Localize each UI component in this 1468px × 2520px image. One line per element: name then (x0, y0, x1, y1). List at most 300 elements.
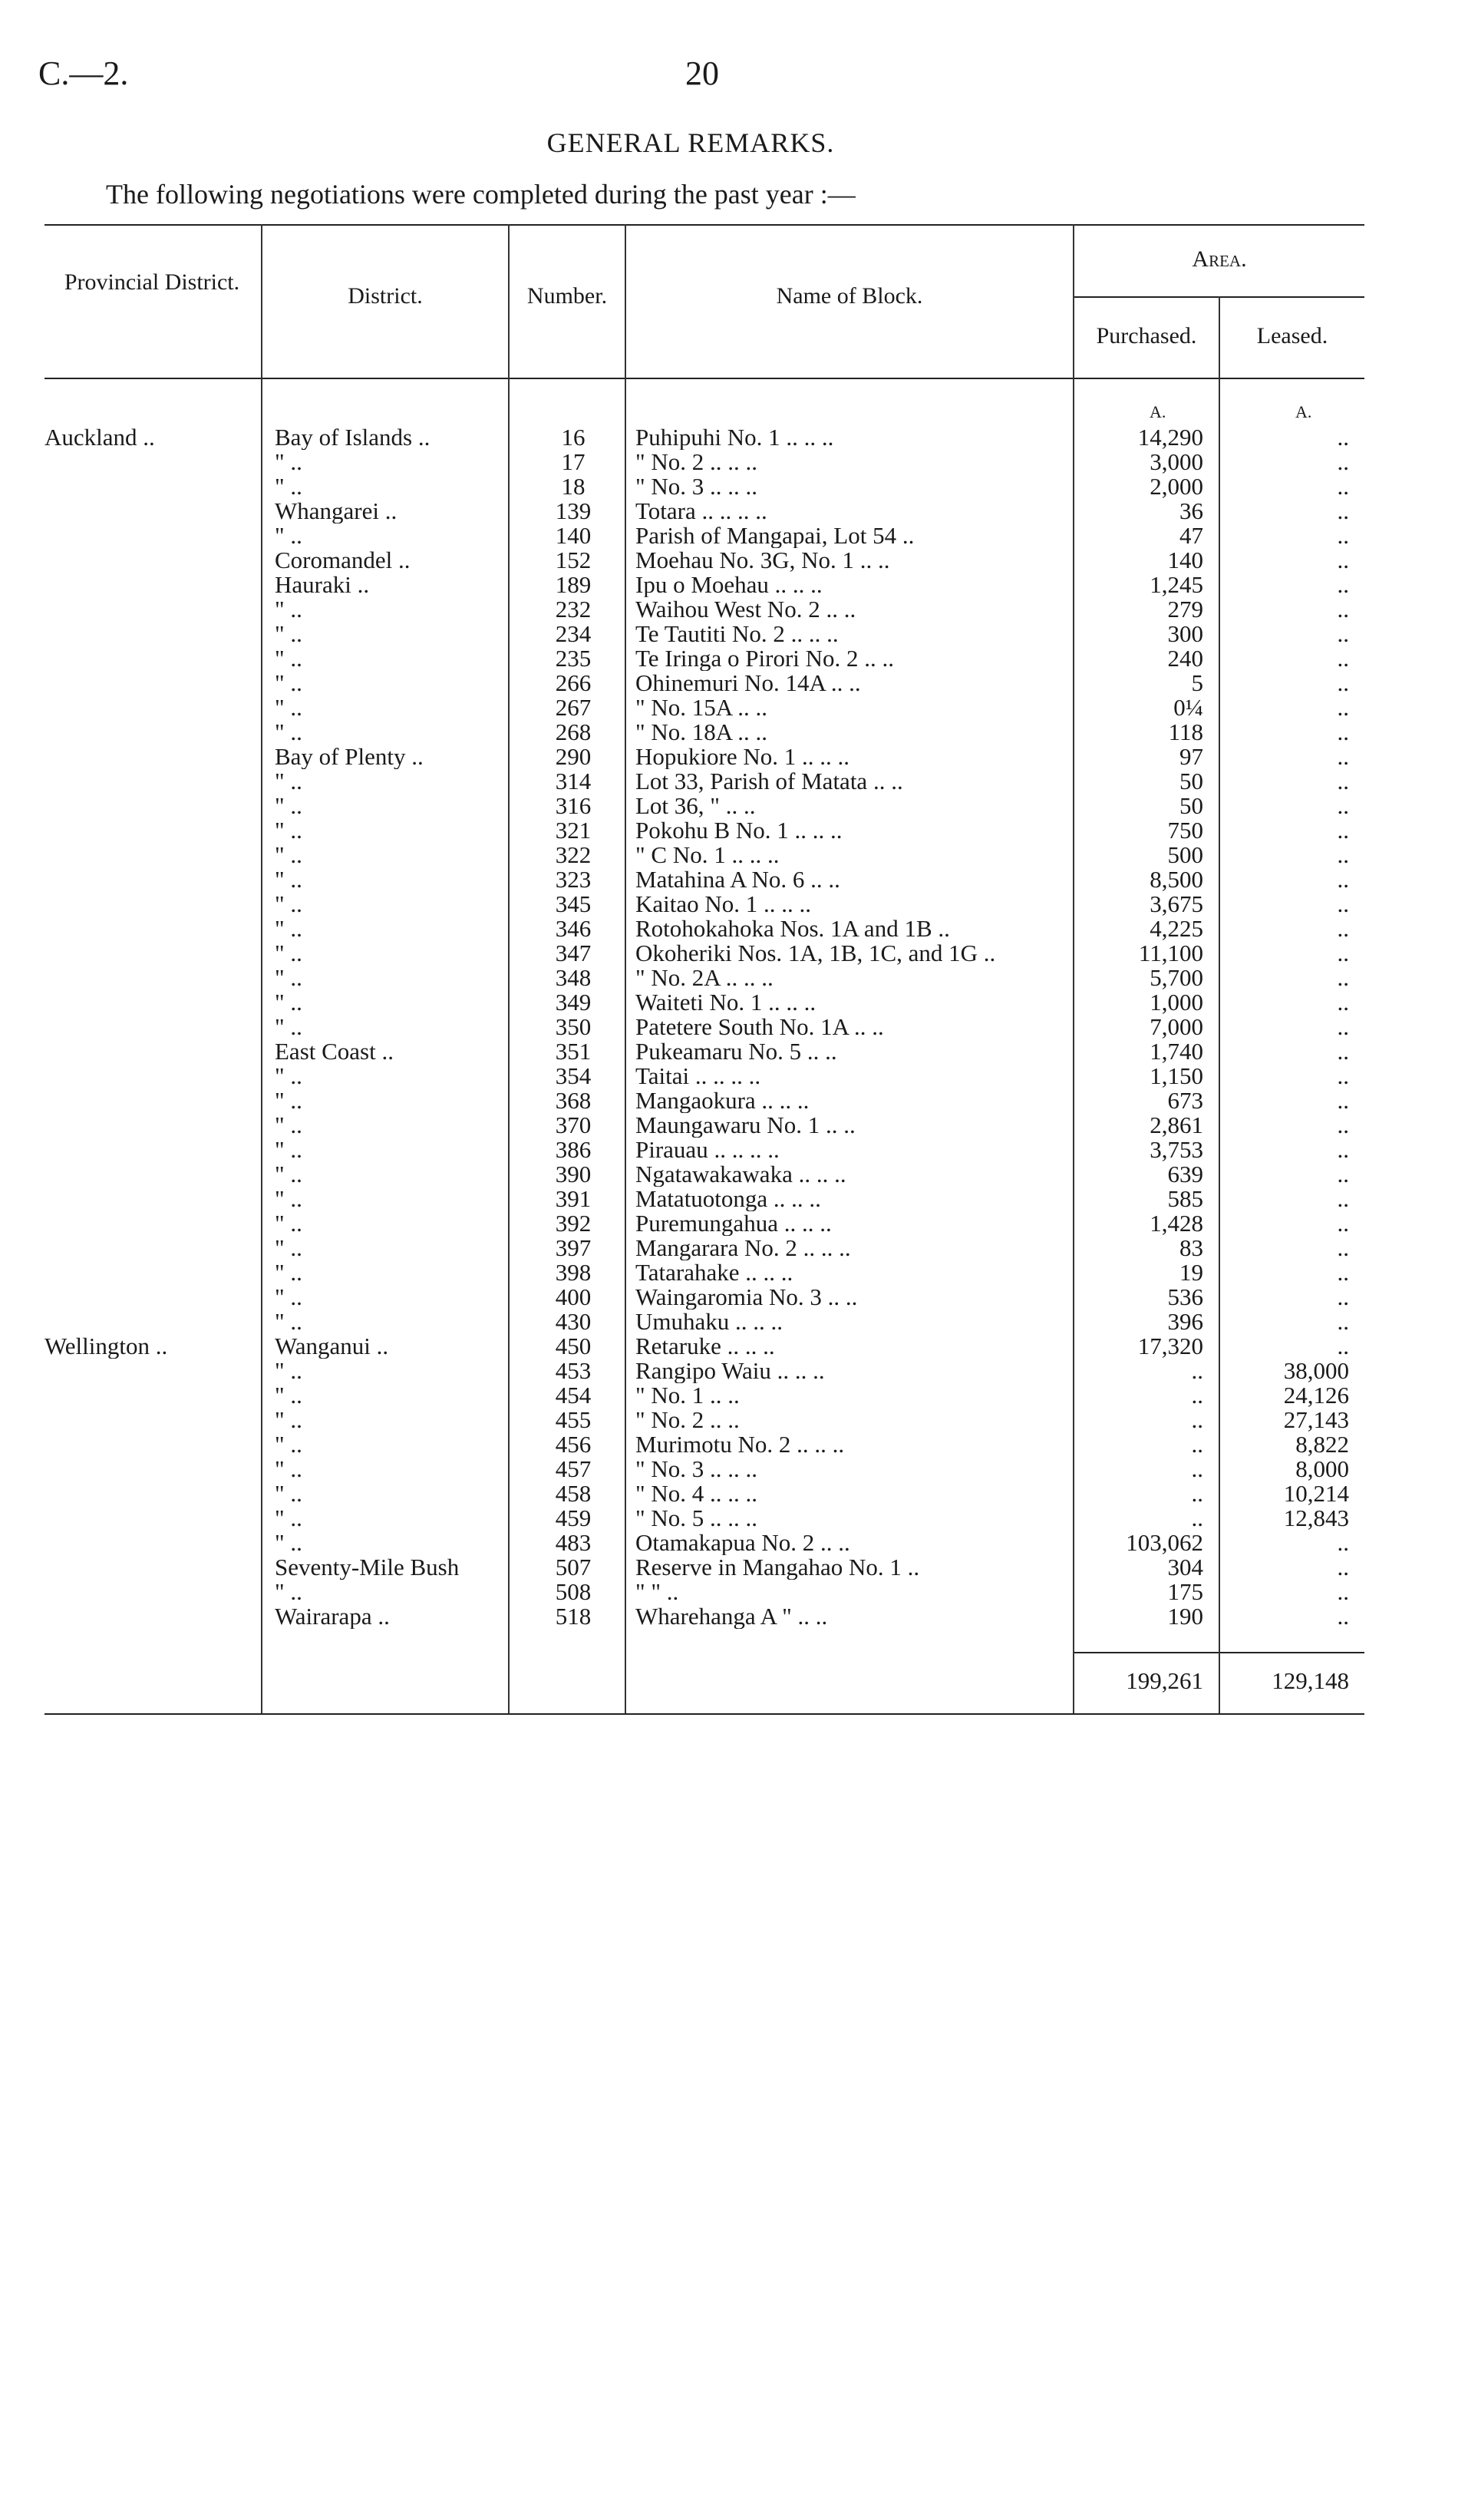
document-reference: C.—2. (38, 54, 129, 92)
purchased-cell: 47 (1179, 523, 1203, 548)
block-name-cell: " No. 3 .. .. .. (635, 474, 758, 499)
district-cell: Bay of Islands .. (275, 425, 431, 450)
purchased-cell: 50 (1179, 769, 1203, 794)
district-cell: " .. (275, 1531, 302, 1555)
block-name-cell: Waingaromia No. 3 .. .. (635, 1285, 858, 1310)
number-cell: 290 (555, 745, 592, 769)
number-cell: 18 (561, 474, 586, 499)
header-leased: Leased. (1256, 323, 1328, 348)
district-cell: " .. (275, 794, 302, 818)
table-row (45, 646, 1364, 671)
table-row (45, 720, 1364, 745)
table-row (45, 425, 1364, 450)
district-cell: " .. (275, 867, 302, 892)
table-row (45, 1506, 1364, 1531)
table-row (45, 1015, 1364, 1039)
block-name-cell: Umuhaku .. .. .. (635, 1310, 783, 1334)
block-name-cell: " C No. 1 .. .. .. (635, 843, 780, 867)
district-cell: " .. (275, 1432, 302, 1457)
purchased-cell: 7,000 (1150, 1015, 1203, 1039)
leased-cell: 10,214 (1283, 1481, 1349, 1506)
table-row (45, 1359, 1364, 1383)
leased-cell: .. (1337, 1113, 1349, 1138)
purchased-unit: A. (1150, 402, 1166, 421)
table-row (45, 917, 1364, 941)
leased-cell: .. (1337, 1531, 1349, 1555)
leased-cell: .. (1337, 867, 1349, 892)
purchased-cell: 3,000 (1150, 450, 1203, 474)
table-top-rule (45, 224, 1364, 226)
block-name-cell: " No. 18A .. .. (635, 720, 767, 745)
number-cell: 314 (555, 769, 592, 794)
purchased-cell: 500 (1167, 843, 1203, 867)
block-name-cell: Retaruke .. .. .. (635, 1334, 775, 1359)
district-cell: " .. (275, 818, 302, 843)
leased-cell: 24,126 (1283, 1383, 1349, 1408)
block-name-cell: Rotohokahoka Nos. 1A and 1B .. (635, 917, 950, 941)
table-row (45, 843, 1364, 867)
leased-cell: .. (1337, 1015, 1349, 1039)
table-row (45, 941, 1364, 966)
number-cell: 459 (555, 1506, 592, 1531)
purchased-cell: 536 (1167, 1285, 1203, 1310)
purchased-cell: 304 (1167, 1555, 1203, 1580)
block-name-cell: Lot 33, Parish of Matata .. .. (635, 769, 903, 794)
block-name-cell: Wharehanga A " .. .. (635, 1604, 828, 1629)
leased-cell: .. (1337, 1236, 1349, 1260)
table-row (45, 745, 1364, 769)
block-name-cell: Murimotu No. 2 .. .. .. (635, 1432, 845, 1457)
table-row (45, 1334, 1364, 1359)
number-cell: 235 (555, 646, 592, 671)
district-cell: " .. (275, 1260, 302, 1285)
block-name-cell: Lot 36, " .. .. (635, 794, 756, 818)
district-cell: Wairarapa .. (275, 1604, 390, 1629)
district-cell: " .. (275, 1187, 302, 1211)
block-name-cell: Patetere South No. 1A .. .. (635, 1015, 884, 1039)
district-cell: " .. (275, 1088, 302, 1113)
table-row (45, 818, 1364, 843)
block-name-cell: " No. 5 .. .. .. (635, 1506, 758, 1531)
purchased-cell: .. (1191, 1457, 1203, 1481)
leased-cell: 38,000 (1283, 1359, 1349, 1383)
leased-cell: 8,822 (1295, 1432, 1349, 1457)
table-row (45, 1088, 1364, 1113)
number-cell: 398 (555, 1260, 592, 1285)
leased-cell: 27,143 (1283, 1408, 1349, 1432)
negotiations-table (45, 224, 1364, 1729)
purchased-cell: 140 (1167, 548, 1203, 573)
table-row (45, 1039, 1364, 1064)
district-cell: " .. (275, 597, 302, 622)
leased-cell: .. (1337, 843, 1349, 867)
number-cell: 346 (555, 917, 592, 941)
purchased-cell: 673 (1167, 1088, 1203, 1113)
number-cell: 321 (555, 818, 592, 843)
number-cell: 16 (561, 425, 586, 450)
header-area: Area. (1192, 246, 1247, 272)
purchased-cell: 396 (1167, 1310, 1203, 1334)
leased-cell: .. (1337, 769, 1349, 794)
district-cell: " .. (275, 1236, 302, 1260)
district-cell: " .. (275, 450, 302, 474)
table-row (45, 597, 1364, 622)
leased-cell: .. (1337, 1334, 1349, 1359)
purchased-cell: 17,320 (1137, 1334, 1203, 1359)
block-name-cell: " " .. (635, 1580, 679, 1604)
purchased-cell: 300 (1167, 622, 1203, 646)
table-row (45, 1113, 1364, 1138)
number-cell: 348 (555, 966, 592, 990)
leased-cell: .. (1337, 990, 1349, 1015)
district-cell: " .. (275, 1211, 302, 1236)
purchased-cell: 2,861 (1150, 1113, 1203, 1138)
number-cell: 391 (555, 1187, 592, 1211)
block-name-cell: Pukeamaru No. 5 .. .. (635, 1039, 837, 1064)
district-cell: Wanganui .. (275, 1334, 389, 1359)
header-name-of-block: Name of Block. (776, 283, 923, 309)
block-name-cell: Waiteti No. 1 .. .. .. (635, 990, 816, 1015)
district-cell: " .. (275, 1481, 302, 1506)
number-cell: 17 (561, 450, 586, 474)
table-row (45, 1236, 1364, 1260)
leased-cell: .. (1337, 1604, 1349, 1629)
district-cell: " .. (275, 1310, 302, 1334)
leased-cell: .. (1337, 523, 1349, 548)
district-cell: Hauraki .. (275, 573, 370, 597)
table-row (45, 523, 1364, 548)
leased-cell: .. (1337, 573, 1349, 597)
table-row (45, 573, 1364, 597)
leased-cell: .. (1337, 794, 1349, 818)
block-name-cell: Matatuotonga .. .. .. (635, 1187, 821, 1211)
number-cell: 323 (555, 867, 592, 892)
purchased-cell: 1,428 (1150, 1211, 1203, 1236)
leased-cell: .. (1337, 1555, 1349, 1580)
table-row (45, 1408, 1364, 1432)
block-name-cell: Te Iringa o Pirori No. 2 .. .. (635, 646, 895, 671)
block-name-cell: Parish of Mangapai, Lot 54 .. (635, 523, 915, 548)
district-cell: Whangarei .. (275, 499, 398, 523)
district-cell: " .. (275, 1285, 302, 1310)
purchased-cell: .. (1191, 1432, 1203, 1457)
number-cell: 267 (555, 695, 592, 720)
purchased-cell: .. (1191, 1481, 1203, 1506)
number-cell: 189 (555, 573, 592, 597)
leased-cell: .. (1337, 1064, 1349, 1088)
district-cell: " .. (275, 966, 302, 990)
provincial-district-cell: Auckland .. (45, 425, 155, 450)
number-cell: 397 (555, 1236, 592, 1260)
leased-cell: .. (1337, 1088, 1349, 1113)
block-name-cell: Totara .. .. .. .. (635, 499, 767, 523)
leased-cell: .. (1337, 1187, 1349, 1211)
leased-cell: .. (1337, 917, 1349, 941)
purchased-cell: 240 (1167, 646, 1203, 671)
block-name-cell: Ohinemuri No. 14A .. .. (635, 671, 861, 695)
number-cell: 266 (555, 671, 592, 695)
table-row (45, 1187, 1364, 1211)
purchased-cell: 750 (1167, 818, 1203, 843)
district-cell: " .. (275, 720, 302, 745)
table-row (45, 450, 1364, 474)
header-bottom-rule (45, 378, 1364, 379)
purchased-cell: 585 (1167, 1187, 1203, 1211)
district-cell: " .. (275, 1064, 302, 1088)
district-cell: " .. (275, 1138, 302, 1162)
number-cell: 351 (555, 1039, 592, 1064)
block-name-cell: Otamakapua No. 2 .. .. (635, 1531, 850, 1555)
block-name-cell: " No. 3 .. .. .. (635, 1457, 758, 1481)
district-cell: Coromandel .. (275, 548, 411, 573)
number-cell: 453 (555, 1359, 592, 1383)
block-name-cell: Maungawaru No. 1 .. .. (635, 1113, 856, 1138)
number-cell: 483 (555, 1531, 592, 1555)
number-cell: 322 (555, 843, 592, 867)
leased-unit: A. (1295, 402, 1312, 421)
page-number: 20 (685, 54, 719, 92)
table-row (45, 1138, 1364, 1162)
number-cell: 140 (555, 523, 592, 548)
purchased-cell: .. (1191, 1383, 1203, 1408)
purchased-cell: 97 (1179, 745, 1203, 769)
purchased-cell: 175 (1167, 1580, 1203, 1604)
block-name-cell: Okoheriki Nos. 1A, 1B, 1C, and 1G .. (635, 941, 996, 966)
district-cell: " .. (275, 695, 302, 720)
leased-cell: .. (1337, 646, 1349, 671)
number-cell: 345 (555, 892, 592, 917)
block-name-cell: " No. 15A .. .. (635, 695, 767, 720)
purchased-cell: 103,062 (1126, 1531, 1203, 1555)
table-row (45, 1555, 1364, 1580)
number-cell: 316 (555, 794, 592, 818)
block-name-cell: Moehau No. 3G, No. 1 .. .. (635, 548, 890, 573)
table-row (45, 1064, 1364, 1088)
block-name-cell: Tatarahake .. .. .. (635, 1260, 793, 1285)
purchased-cell: 279 (1167, 597, 1203, 622)
district-cell: " .. (275, 990, 302, 1015)
block-name-cell: " No. 1 .. .. (635, 1383, 740, 1408)
district-cell: " .. (275, 622, 302, 646)
table-row (45, 548, 1364, 573)
district-cell: " .. (275, 769, 302, 794)
header-district: District. (348, 283, 423, 309)
purchased-cell: 0¼ (1173, 695, 1203, 720)
leased-cell: .. (1337, 1211, 1349, 1236)
block-name-cell: Waihou West No. 2 .. .. (635, 597, 856, 622)
number-cell: 347 (555, 941, 592, 966)
purchased-cell: 5,700 (1150, 966, 1203, 990)
district-cell: " .. (275, 1580, 302, 1604)
number-cell: 450 (555, 1334, 592, 1359)
table-row (45, 769, 1364, 794)
number-cell: 350 (555, 1015, 592, 1039)
purchased-cell: 1,000 (1150, 990, 1203, 1015)
table-row (45, 671, 1364, 695)
table-bottom-rule (45, 1713, 1364, 1715)
leased-cell: .. (1337, 1162, 1349, 1187)
table-row (45, 990, 1364, 1015)
purchased-cell: 19 (1179, 1260, 1203, 1285)
purchased-cell: 190 (1167, 1604, 1203, 1629)
number-cell: 234 (555, 622, 592, 646)
district-cell: " .. (275, 892, 302, 917)
block-name-cell: Te Tautiti No. 2 .. .. .. (635, 622, 839, 646)
leased-cell: .. (1337, 818, 1349, 843)
district-cell: " .. (275, 1383, 302, 1408)
leased-cell: .. (1337, 1138, 1349, 1162)
leased-cell: .. (1337, 425, 1349, 450)
number-cell: 457 (555, 1457, 592, 1481)
header-provincial-district: Provincial District. (64, 269, 240, 295)
table-row (45, 1162, 1364, 1187)
leased-cell: .. (1337, 450, 1349, 474)
block-name-cell: Puremungahua .. .. .. (635, 1211, 832, 1236)
leased-cell: .. (1337, 966, 1349, 990)
purchased-cell: 1,150 (1150, 1064, 1203, 1088)
purchased-cell: 4,225 (1150, 917, 1203, 941)
leased-cell: .. (1337, 1580, 1349, 1604)
purchased-cell: 11,100 (1138, 941, 1203, 966)
purchased-cell: .. (1191, 1506, 1203, 1531)
table-row (45, 1285, 1364, 1310)
purchased-cell: 8,500 (1150, 867, 1203, 892)
table-row (45, 1383, 1364, 1408)
number-cell: 508 (555, 1580, 592, 1604)
purchased-cell: 1,245 (1150, 573, 1203, 597)
table-row (45, 499, 1364, 523)
number-cell: 349 (555, 990, 592, 1015)
table-row (45, 1211, 1364, 1236)
leased-cell: .. (1337, 1285, 1349, 1310)
leased-cell: .. (1337, 597, 1349, 622)
table-row (45, 695, 1364, 720)
leased-cell: .. (1337, 622, 1349, 646)
block-name-cell: Matahina A No. 6 .. .. (635, 867, 840, 892)
number-cell: 370 (555, 1113, 592, 1138)
table-row (45, 1531, 1364, 1555)
leased-cell: .. (1337, 1039, 1349, 1064)
table-row (45, 1580, 1364, 1604)
number-cell: 456 (555, 1432, 592, 1457)
purchased-cell: 50 (1179, 794, 1203, 818)
leased-cell: .. (1337, 1310, 1349, 1334)
block-name-cell: Pokohu B No. 1 .. .. .. (635, 818, 843, 843)
district-cell: " .. (275, 1408, 302, 1432)
leased-cell: .. (1337, 499, 1349, 523)
block-name-cell: " No. 2 .. .. (635, 1408, 740, 1432)
leased-cell: 8,000 (1295, 1457, 1349, 1481)
purchased-cell: 36 (1179, 499, 1203, 523)
number-cell: 430 (555, 1310, 592, 1334)
purchased-cell: 1,740 (1150, 1039, 1203, 1064)
table-row (45, 1481, 1364, 1506)
intro-text: The following negotiations were completed during the past year :— (106, 179, 856, 210)
leased-cell: .. (1337, 548, 1349, 573)
block-name-cell: Mangarara No. 2 .. .. .. (635, 1236, 851, 1260)
number-cell: 139 (555, 499, 592, 523)
district-cell: Bay of Plenty .. (275, 745, 424, 769)
leased-cell: .. (1337, 695, 1349, 720)
purchased-cell: 14,290 (1137, 425, 1203, 450)
district-cell: " .. (275, 474, 302, 499)
district-cell: " .. (275, 917, 302, 941)
district-cell: " .. (275, 1359, 302, 1383)
district-cell: " .. (275, 1162, 302, 1187)
number-cell: 507 (555, 1555, 592, 1580)
table-row (45, 474, 1364, 499)
purchased-cell: 2,000 (1150, 474, 1203, 499)
block-name-cell: Mangaokura .. .. .. (635, 1088, 810, 1113)
block-name-cell: " No. 2A .. .. .. (635, 966, 774, 990)
purchased-cell: 118 (1168, 720, 1203, 745)
leased-cell: .. (1337, 941, 1349, 966)
leased-cell: .. (1337, 474, 1349, 499)
total-leased: 129,148 (1272, 1667, 1349, 1694)
block-name-cell: Puhipuhi No. 1 .. .. .. (635, 425, 834, 450)
purchased-cell: 639 (1167, 1162, 1203, 1187)
leased-cell: .. (1337, 1260, 1349, 1285)
provincial-district-cell: Wellington .. (45, 1334, 168, 1359)
block-name-cell: Rangipo Waiu .. .. .. (635, 1359, 825, 1383)
table-body (45, 425, 1364, 1629)
leased-cell: .. (1337, 671, 1349, 695)
header-number: Number. (526, 283, 608, 309)
number-cell: 392 (555, 1211, 592, 1236)
district-cell: " .. (275, 1457, 302, 1481)
number-cell: 458 (555, 1481, 592, 1506)
number-cell: 232 (555, 597, 592, 622)
leased-cell: 12,843 (1283, 1506, 1349, 1531)
number-cell: 390 (555, 1162, 592, 1187)
leased-cell: .. (1337, 720, 1349, 745)
block-name-cell: " No. 4 .. .. .. (635, 1481, 758, 1506)
district-cell: " .. (275, 941, 302, 966)
number-cell: 152 (555, 548, 592, 573)
purchased-cell: 3,753 (1150, 1138, 1203, 1162)
table-row (45, 794, 1364, 818)
leased-cell: .. (1337, 745, 1349, 769)
table-row (45, 1310, 1364, 1334)
number-cell: 454 (555, 1383, 592, 1408)
block-name-cell: Taitai .. .. .. .. (635, 1064, 761, 1088)
district-cell: " .. (275, 671, 302, 695)
district-cell: Seventy-Mile Bush (275, 1555, 460, 1580)
district-cell: East Coast .. (275, 1039, 394, 1064)
number-cell: 386 (555, 1138, 592, 1162)
block-name-cell: Ipu o Moehau .. .. .. (635, 573, 823, 597)
number-cell: 368 (555, 1088, 592, 1113)
number-cell: 400 (555, 1285, 592, 1310)
table-row (45, 867, 1364, 892)
table-row (45, 892, 1364, 917)
number-cell: 268 (555, 720, 592, 745)
purchased-cell: 5 (1191, 671, 1203, 695)
number-cell: 518 (555, 1604, 592, 1629)
district-cell: " .. (275, 1506, 302, 1531)
district-cell: " .. (275, 646, 302, 671)
table-row (45, 622, 1364, 646)
district-cell: " .. (275, 1113, 302, 1138)
block-name-cell: Reserve in Mangahao No. 1 .. (635, 1555, 920, 1580)
block-name-cell: " No. 2 .. .. .. (635, 450, 758, 474)
table-row (45, 1457, 1364, 1481)
table-row (45, 1604, 1364, 1629)
district-cell: " .. (275, 523, 302, 548)
table-row (45, 1432, 1364, 1457)
purchased-cell: 83 (1179, 1236, 1203, 1260)
header-purchased: Purchased. (1096, 323, 1197, 348)
